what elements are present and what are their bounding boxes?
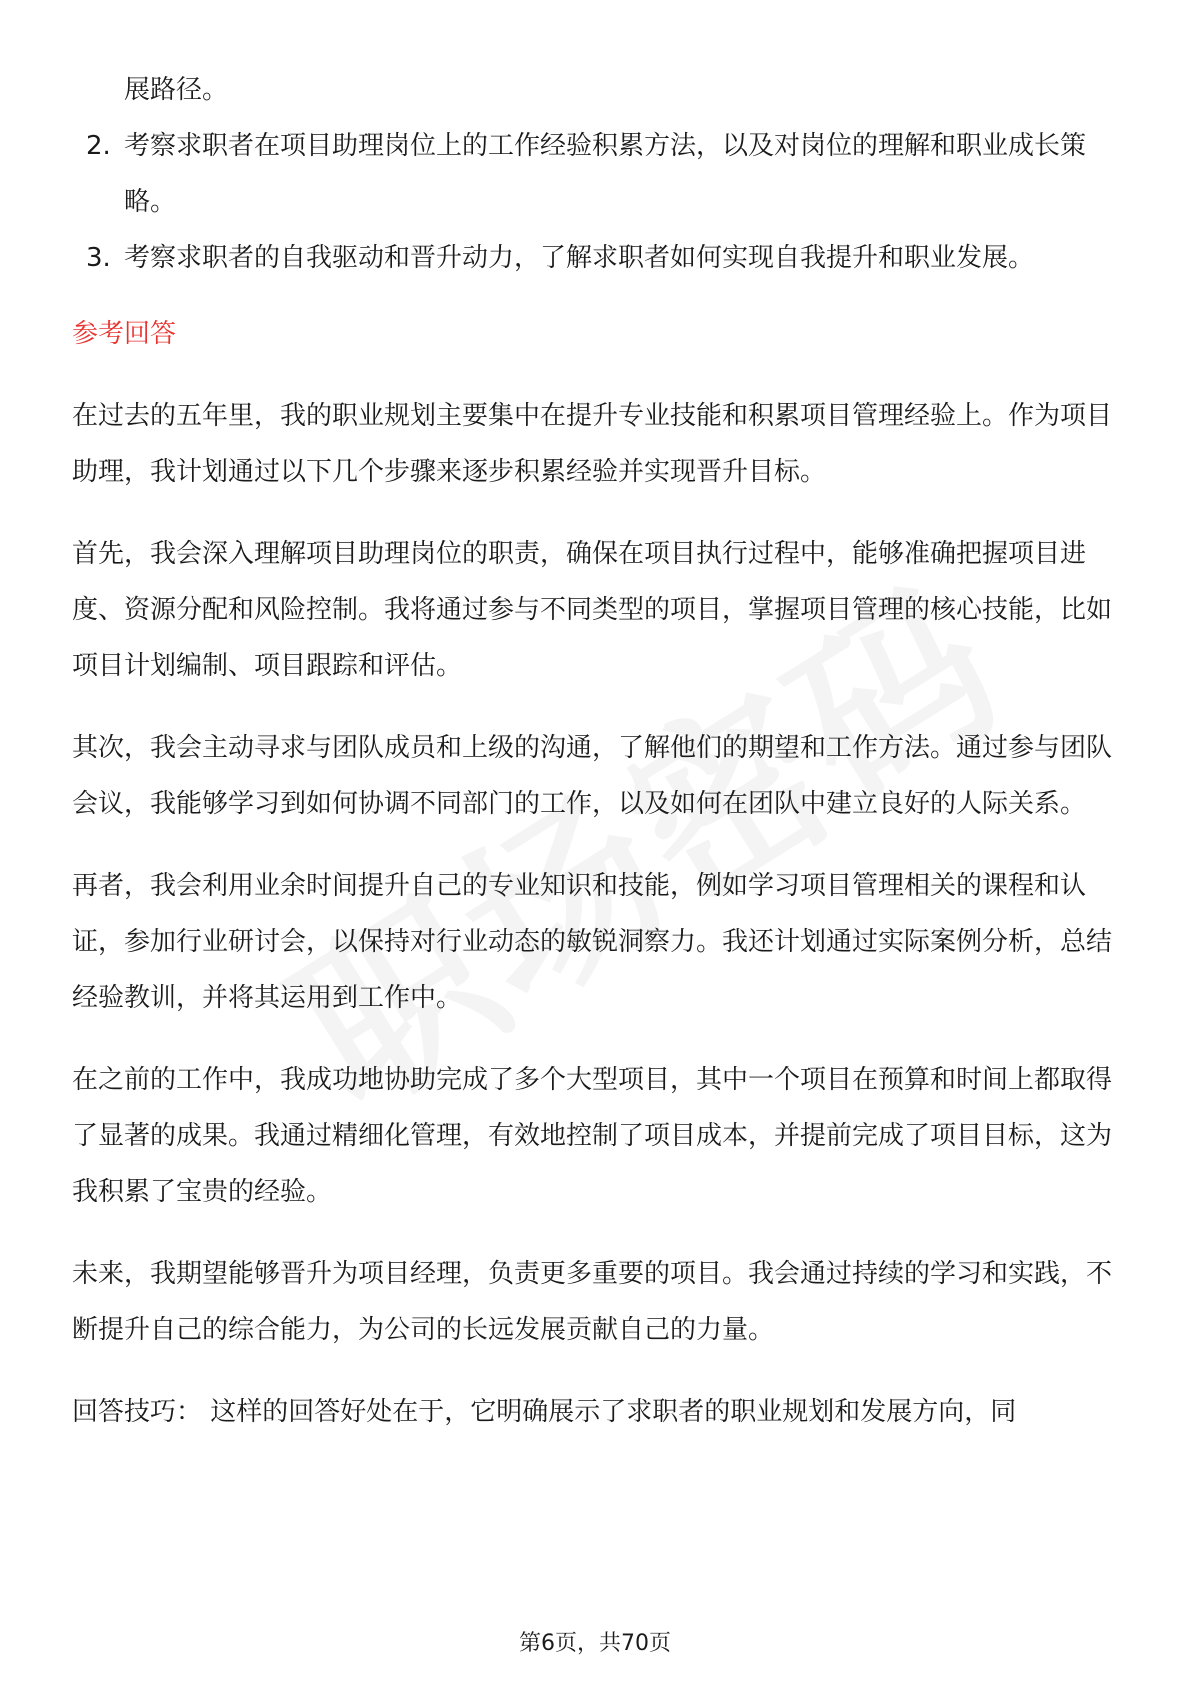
paragraph: 未来，我期望能够晋升为项目经理，负责更多重要的项目。我会通过持续的学习和实践，不断提升自己的综合能力，为公司的长远发展贡献自己的力量。 [72,1259,1113,1345]
paragraph: 首先，我会深入理解项目助理岗位的职责，确保在项目执行过程中，能够准确把握项目进度、资源分配和风险控制。我将通过参与不同类型的项目，掌握项目管理的核心技能，比如项目计划编制、项目跟踪和评估。 [72,539,1113,681]
paragraph: 再者，我会利用业余时间提升自己的专业知识和技能，例如学习项目管理相关的课程和认证，参加行业研讨会，以保持对行业动态的敏锐洞察力。我还计划通过实际案例分析，总结经验教训，并将其运用到工作中。 [72,871,1113,1013]
page-number: 第6页，共70页 [519,1631,671,1656]
list-number: 3. [86,243,111,273]
section-title: 参考回答 [72,319,177,349]
list-number: 2. [86,131,111,161]
page-content [72,62,1122,1440]
list-item [72,62,1122,118]
list-text: 考察求职者的自我驱动和晋升动力，了解求职者如何实现自我提升和职业发展。 [124,243,1035,273]
paragraph: 其次，我会主动寻求与团队成员和上级的沟通，了解他们的期望和工作方法。通过参与团队会议，我能够学习到如何协调不同部门的工作，以及如何在团队中建立良好的人际关系。 [72,733,1113,819]
list-item [72,230,1122,286]
paragraph: 在之前的工作中，我成功地协助完成了多个大型项目，其中一个项目在预算和时间上都取得了显著的成果。我通过精细化管理，有效地控制了项目成本，并提前完成了项目目标，这为我积累了宝贵的经验。 [72,1065,1113,1207]
list-text: 展路径。 [124,75,229,105]
paragraph: 在过去的五年里，我的职业规划主要集中在提升专业技能和积累项目管理经验上。作为项目助理，我计划通过以下几个步骤来逐步积累经验并实现晋升目标。 [72,401,1113,487]
paragraph: 回答技巧： 这样的回答好处在于，它明确展示了求职者的职业规划和发展方向，同 [72,1397,1017,1427]
list-text: 考察求职者在项目助理岗位上的工作经验积累方法，以及对岗位的理解和职业成长策略。 [124,131,1087,217]
list-item [72,118,1122,230]
